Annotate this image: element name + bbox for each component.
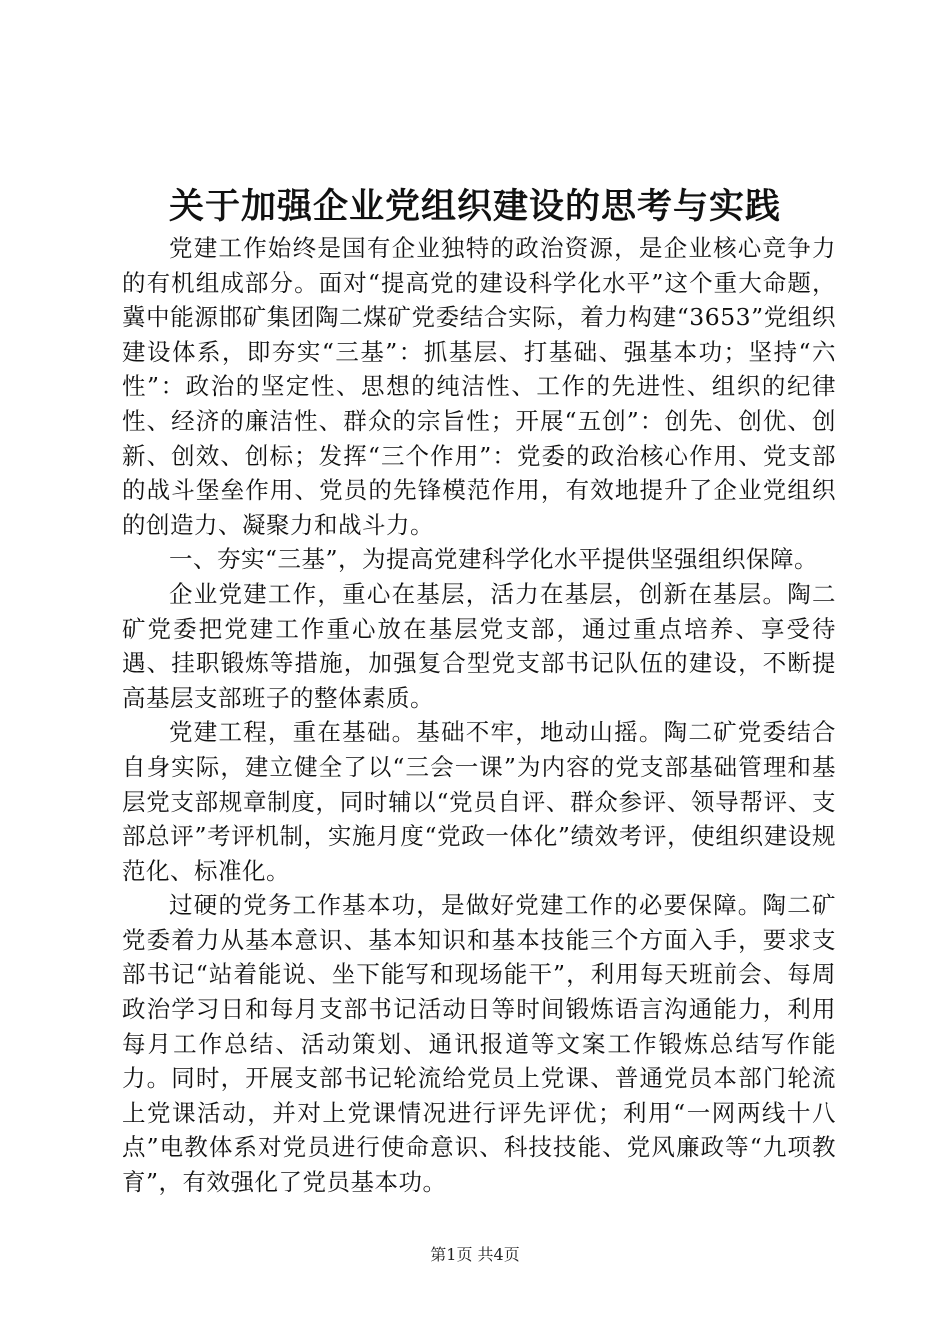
paragraph-basic-skills: 过硬的党务工作基本功，是做好党建工作的必要保障。陶二矿党委着力从基本意识、基本知识和基本技能三个方面入手，要求支部书记“站着能说、坐下能写和现场能干”，利用每天班前会、每周政治学习日和每月支部书记活动日等时间锻炼语言沟通能力，利用每月工作总结、活动策划、通讯报道等文案工作锻炼总结写作能力。同时，开展支部书记轮流给党员上党课、普通党员本部门轮流上党课活动，并对上党课情况进行评先评优；利用“一网两线十八点”电教体系对党员进行使命意识、科技技能、党风廉政等“九项教育”，有效强化了党员基本功。: [122, 891, 836, 1197]
document-title: 关于加强企业党组织建设的思考与实践: [168, 186, 781, 227]
document-body: [122, 231, 836, 1200]
page-number-footer: 第1页 共4页: [430, 1245, 520, 1264]
section-heading-1: 一、夯实“三基”，为提高党建科学化水平提供坚强组织保障。: [169, 545, 819, 574]
paragraph-grassroots: 企业党建工作，重心在基层，活力在基层，创新在基层。陶二矿党委把党建工作重心放在基层党支部，通过重点培养、享受待遇、挂职锻炼等措施，加强复合型党支部书记队伍的建设，不断提高基层支部班子的整体素质。: [122, 579, 836, 712]
paragraph-intro: 党建工作始终是国有企业独特的政治资源，是企业核心竞争力的有机组成部分。面对“提高党的建设科学化水平”这个重大命题，冀中能源邯矿集团陶二煤矿党委结合实际，着力构建“3653”党组织建设体系，即夯实“三基”：抓基层、打基础、强基本功；坚持“六性”：政治的坚定性、思想的纯洁性、工作的先进性、组织的纪律性、经济的廉洁性、群众的宗旨性；开展“五创”：创先、创优、创新、创效、创标；发挥“三个作用”：党委的政治核心作用、党支部的战斗堡垒作用、党员的先锋模范作用，有效地提升了企业党组织的创造力、凝聚力和战斗力。: [122, 234, 836, 539]
paragraph-foundation: 党建工程，重在基础。基础不牢，地动山摇。陶二矿党委结合自身实际，建立健全了以“三会一课”为内容的党支部基础管理和基层党支部规章制度，同时辅以“党员自评、群众参评、领导帮评、支部总评”考评机制，实施月度“党政一体化”绩效考评，使组织建设规范化、标准化。: [122, 718, 836, 885]
